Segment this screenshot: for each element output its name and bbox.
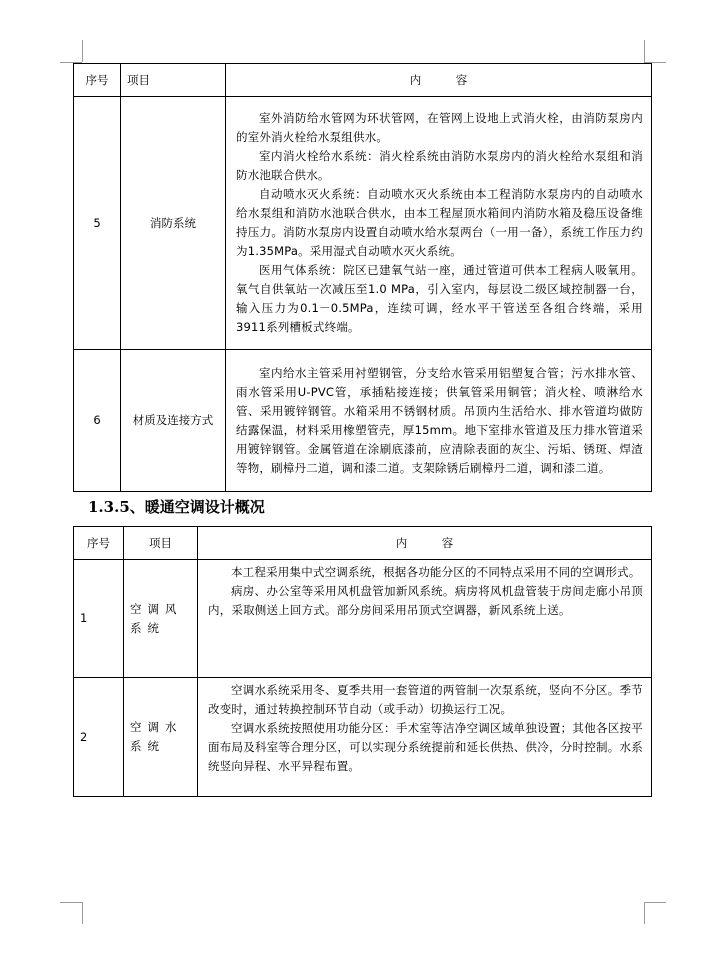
crop-mark-top-right-v: [644, 40, 645, 62]
header-item: 项目: [121, 64, 226, 97]
table-row: [74, 97, 652, 350]
header-seq: 序号: [74, 64, 121, 97]
row-item: 空调水系统: [124, 678, 198, 797]
content-paragraph: 室内消火栓给水系统：消火栓系统由消防水泵房内的消火栓给水泵组和消防水池联合供水。: [236, 149, 643, 182]
row-content: [198, 678, 652, 797]
crop-mark-bottom-right-h: [644, 902, 666, 903]
content-paragraph: 自动喷水灭火系统：自动喷水灭火系统由本工程消防水泵房内的自动喷水给水泵组和消防水池联合供水，由本工程屋顶水箱间内消防水箱及稳压设备维持压力。消防水泵房内设置自动喷水给水泵两台（一用一备），系统工作压力约为1.35MPa。采用湿式自动喷水灭火系统。: [236, 187, 643, 258]
row-seq: 1: [74, 560, 124, 678]
header-seq: 序号: [74, 527, 124, 560]
content-paragraph: 室内给水主管采用衬塑钢管，分支给水管采用铝塑复合管；污水排水管、雨水管采用U-PVC管，承插粘接连接；供氧管采用铜管；消火栓、喷淋给水管、采用镀锌钢管。水箱采用不锈钢材质。吊顶内生活给水、排水管道均做防结露保温，材料采用橡塑管壳，厚15mm。地下室排水管道及压力排水管道采用镀锌钢管。金属管道在涂刷底漆前，应清除表面的灰尘、污垢、锈斑、焊渣等物，刷樟丹二道，调和漆二道。支架除锈后刷樟丹二道，调和漆二道。: [236, 365, 643, 475]
table-row: [74, 350, 652, 492]
table-row: [74, 678, 652, 797]
content-paragraph: 医用气体系统：院区已建氧气站一座，通过管道可供本工程病人吸氧用。氧气自供氧站一次减压至1.0 MPa，引入室内，每层设二级区域控制器一台，输入压力为0.1－0.5MPa，连续可调，经水平干管送至各组合终端，采用3911系列槽板式终端。: [236, 263, 643, 334]
crop-mark-bottom-right-v: [644, 902, 645, 924]
crop-mark-top-left-v: [82, 40, 83, 62]
crop-mark-bottom-left-h: [60, 902, 82, 903]
section-heading: 1.3.5、暖通空调设计概况: [88, 498, 265, 516]
row-content: [226, 97, 652, 350]
row-seq: 5: [74, 97, 121, 350]
table-header-row: [74, 64, 652, 97]
hvac-table: [73, 526, 652, 797]
table-row: [74, 560, 652, 678]
row-item: 材质及连接方式: [121, 350, 226, 492]
content-paragraph: 本工程采用集中式空调系统，根据各功能分区的不同特点采用不同的空调形式。: [231, 565, 641, 579]
header-content: 内 容: [226, 64, 652, 97]
row-seq: 2: [74, 678, 124, 797]
row-content: [226, 350, 652, 492]
content-paragraph: 空调水系统按照使用功能分区：手术室等洁净空调区域单独设置；其他各区按平面布局及科室等合理分区，可以实现分系统提前和延长供热、供冷，分时控制。水系统竖向异程、水平异程布置。: [208, 721, 643, 773]
content-paragraph: 病房、办公室等采用风机盘管加新风系统。病房将风机盘管装于房间走廊小吊顶内，采取侧送上回方式。部分房间采用吊顶式空调器，新风系统上送。: [208, 584, 643, 617]
content-paragraph: 室外消防给水管网为环状管网，在管网上设地上式消火栓，由消防泵房内的室外消火栓给水泵组供水。: [236, 111, 643, 144]
table-header-row: [74, 527, 652, 560]
header-content: 内 容: [198, 527, 652, 560]
row-item: 空调风系统: [124, 560, 198, 678]
plumbing-table: [73, 63, 652, 492]
row-item: 消防系统: [121, 97, 226, 350]
row-seq: 6: [74, 350, 121, 492]
content-paragraph: 空调水系统采用冬、夏季共用一套管道的两管制一次泵系统，竖向不分区。季节改变时，通过转换控制环节自动（或手动）切换运行工况。: [208, 683, 643, 716]
header-item: 项目: [124, 527, 198, 560]
row-content: [198, 560, 652, 678]
crop-mark-bottom-left-v: [82, 902, 83, 924]
